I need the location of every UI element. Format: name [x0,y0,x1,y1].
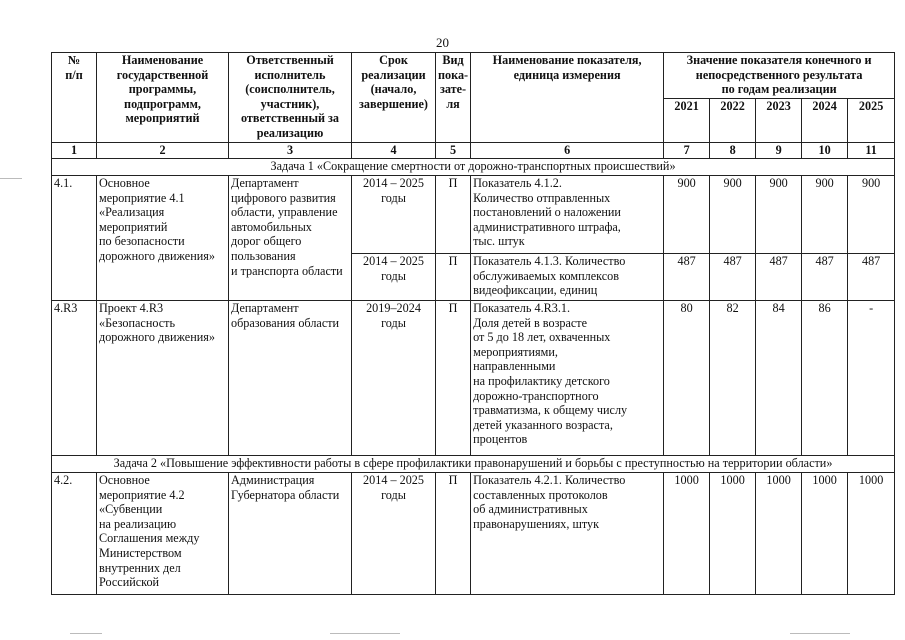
column-number: 6 [471,143,664,159]
task-2-row [52,456,895,473]
value-2022: 487 [710,254,756,301]
indicators-table [51,52,895,595]
indicator-type: П [436,301,471,456]
implementation-term: 2014 – 2025 годы [352,473,436,595]
value-2025: - [848,301,895,456]
header-indicator: Наименование показателя, единица измерения [471,53,664,143]
scan-margin-line [790,633,850,634]
scan-margin-line [330,633,400,634]
header-year: 2022 [710,99,756,143]
responsible-executor: Департамент образования области [229,301,352,456]
value-2023: 1000 [756,473,802,595]
column-number: 5 [436,143,471,159]
value-2024: 487 [802,254,848,301]
value-2021: 900 [664,176,710,254]
page-number: 20 [436,35,449,50]
indicator-name: Показатель 4.2.1. Количество составленных протоколов об административных правонарушениях, штук [471,473,664,595]
header-executor: Ответственный исполнитель (соисполнитель, участник), ответственный за реализацию [229,53,352,143]
header-row-1 [52,53,895,99]
value-2023: 487 [756,254,802,301]
column-number-row [52,143,895,159]
header-type: Вид пока- зате- ля [436,53,471,143]
measure-name: Основное мероприятие 4.2 «Субвенции на реализацию Соглашения между Министерством внутренних дел Российской [97,473,229,595]
implementation-term: 2014 – 2025 годы [352,176,436,254]
measure-name: Проект 4.R3 «Безопасность дорожного движения» [97,301,229,456]
task-2-title: Задача 2 «Повышение эффективности работы в сфере профилактики правонарушений и борьбы с преступностью на территории области» [52,456,895,473]
column-number: 4 [352,143,436,159]
table-row [52,301,895,456]
responsible-executor: Департамент цифрового развития области, управление автомобильных дорог общего пользования и транспорта области [229,176,352,301]
value-2023: 900 [756,176,802,254]
column-number: 1 [52,143,97,159]
value-2025: 1000 [848,473,895,595]
row-number: 4.2. [52,473,97,595]
value-2021: 487 [664,254,710,301]
indicator-name: Показатель 4.1.3. Количество обслуживаемых комплексов видеофиксации, единиц [471,254,664,301]
header-year: 2024 [802,99,848,143]
header-year: 2021 [664,99,710,143]
table-row [52,473,895,595]
indicator-type: П [436,473,471,595]
value-2022: 1000 [710,473,756,595]
task-1-title: Задача 1 «Сокращение смертности от дорожно-транспортных происшествий» [52,159,895,176]
row-number: 4.R3 [52,301,97,456]
value-2025: 487 [848,254,895,301]
value-2022: 82 [710,301,756,456]
header-name: Наименование государственной программы, подпрограмм, мероприятий [97,53,229,143]
column-number: 2 [97,143,229,159]
column-number: 7 [664,143,710,159]
header-year: 2023 [756,99,802,143]
row-number: 4.1. [52,176,97,301]
header-num: № п/п [52,53,97,143]
indicator-name: Показатель 4.R3.1. Доля детей в возрасте от 5 до 18 лет, охваченных мероприятиями, направленными на профилактику детского дорожно-транспортного травматизма, к общему числу детей указанного возраста, процентов [471,301,664,456]
measure-name: Основное мероприятие 4.1 «Реализация мероприятий по безопасности дорожного движения» [97,176,229,301]
column-number: 3 [229,143,352,159]
scan-margin-line [70,633,102,634]
header-values-group: Значение показателя конечного и непосредственного результата по годам реализации [664,53,895,99]
task-1-row [52,159,895,176]
column-number: 10 [802,143,848,159]
header-year: 2025 [848,99,895,143]
value-2024: 86 [802,301,848,456]
implementation-term: 2019–2024 годы [352,301,436,456]
value-2021: 80 [664,301,710,456]
column-number: 8 [710,143,756,159]
implementation-term: 2014 – 2025 годы [352,254,436,301]
table-row [52,176,895,254]
column-number: 9 [756,143,802,159]
value-2023: 84 [756,301,802,456]
indicator-name: Показатель 4.1.2. Количество отправленных постановлений о наложении административного штрафа, тыс. штук [471,176,664,254]
value-2022: 900 [710,176,756,254]
indicator-type: П [436,176,471,254]
responsible-executor: Администрация Губернатора области [229,473,352,595]
column-number: 11 [848,143,895,159]
value-2024: 900 [802,176,848,254]
value-2025: 900 [848,176,895,254]
indicator-type: П [436,254,471,301]
value-2024: 1000 [802,473,848,595]
scan-margin-line [0,178,22,179]
value-2021: 1000 [664,473,710,595]
header-term: Срок реализации (начало, завершение) [352,53,436,143]
